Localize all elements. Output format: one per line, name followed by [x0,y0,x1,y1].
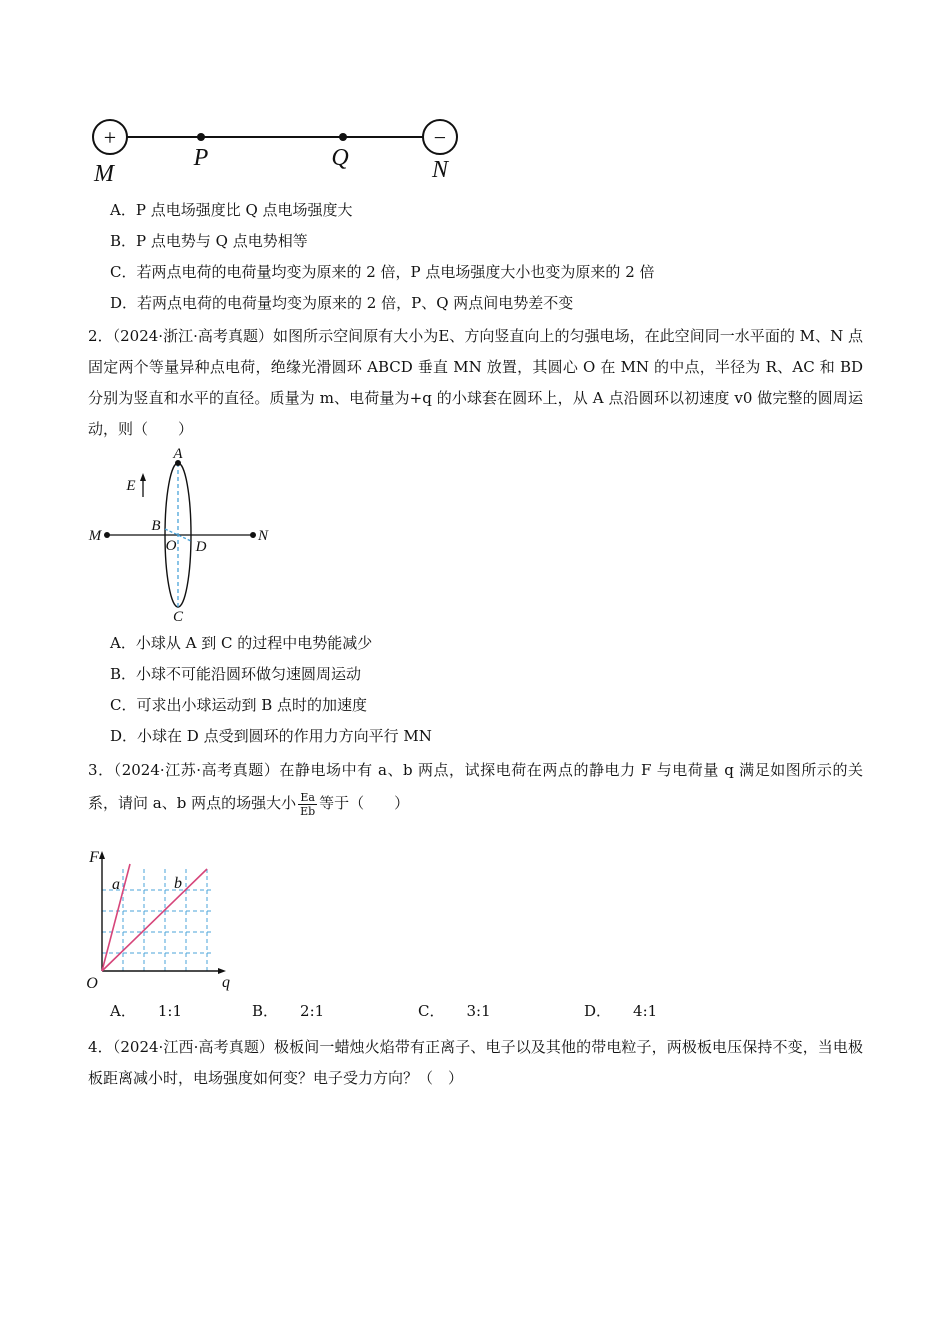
plus-charge-symbol: + [103,125,117,150]
label-n: N [431,157,449,183]
q2-option-b[interactable]: B．小球不可能沿圆环做匀速圆周运动 [110,665,362,683]
graph-line-a-label: a [112,876,120,893]
q2-stem-text: （2024·浙江·高考真题）如图所示空间原有大小为E、方向竖直向上的匀强电场，在此空间同一水平面的 M、N 点固定两个等量异种点电荷，绝缘光滑圆环 ABCD 垂直 MN 放置，其圆心 O 在 MN 的中点，半径为 R、AC 和 BD 分别为竖直和水平的直径。质量为 m、电荷量为+q 的小球套在圆环上，从 A 点沿圆环以初速度 v0 做完整的圆周运动，则（ ） [88,327,863,438]
ring-label-e: E [126,478,136,494]
q2-option-c[interactable]: C．可求出小球运动到 B 点时的加速度 [110,696,368,714]
ring-label-o: O [165,538,177,554]
figure-charges-line [88,115,468,190]
q3-frac-numerator: Ea [298,791,317,805]
label-m: M [94,161,114,187]
q3-number: 3． [88,761,114,779]
q1-option-b[interactable]: B．P 点电势与 Q 点电势相等 [110,232,308,250]
q3-choice-d[interactable] [584,1000,657,1021]
label-q: Q [331,145,349,171]
q3-choice-a[interactable] [110,1000,182,1021]
graph-line-b-label: b [174,875,182,892]
q3-frac-denominator: Eb [300,804,316,818]
q3-choice-d-value: 4:1 [633,1002,658,1020]
graph-y-label: F [89,849,99,866]
q3-choice-c-letter: C． [418,1002,445,1020]
q2-option-a[interactable]: A．小球从 A 到 C 的过程中电势能减少 [110,634,373,652]
ring-label-n: N [257,528,269,544]
q3-choice-c[interactable] [418,1000,491,1021]
q1-option-a[interactable]: A．P 点电场强度比 Q 点电场强度大 [110,201,353,219]
ring-label-a: A [173,446,183,462]
q3-ratio-fraction [298,791,317,818]
graph-origin-label: O [86,975,98,992]
q3-choice-a-letter: A． [110,1002,136,1020]
q2-stem [88,321,863,445]
ring-label-m: M [88,528,102,544]
ring-label-b: B [151,518,161,534]
q3-stem [88,754,863,820]
q2-number: 2． [88,327,113,345]
minus-charge-symbol: − [433,125,447,150]
q4-number: 4． [88,1038,113,1056]
q3-stem-text-1: （2024·江苏·高考真题）在静电场中有 a、b 两点，试探电荷在两点的静电力 F 与电荷量 q 满足如图所示的关系，请问 a、b 两点的场强大小 [88,761,863,812]
q3-choice-b[interactable] [252,1000,324,1021]
q1-option-c[interactable]: C．若两点电荷的电荷量均变为原来的 2 倍，P 点电场强度大小也变为原来的 2 倍 [110,263,655,281]
q3-choice-b-letter: B． [252,1002,279,1020]
ring-label-d: D [195,539,207,555]
q2-option-d[interactable]: D．小球在 D 点受到圆环的作用力方向平行 MN [110,727,432,745]
graph-x-label: q [222,974,230,991]
q3-stem-text-2: 等于（ ） [319,794,410,812]
ring-label-c: C [172,609,184,625]
q4-stem-text: （2024·江西·高考真题）极板间一蜡烛火焰带有正离子、电子以及其他的带电粒子，两极板电压保持不变，当电极板距离减小时，电场强度如何变？电子受力方向？（ ） [88,1038,864,1087]
figure-f-q-graph [80,843,240,993]
q3-choice-c-value: 3:1 [466,1002,491,1020]
q3-choice-a-value: 1:1 [157,1002,182,1020]
q3-choice-d-letter: D． [584,1002,612,1020]
q1-option-d[interactable]: D．若两点电荷的电荷量均变为原来的 2 倍，P、Q 两点间电势差不变 [110,294,574,312]
q3-choice-b-value: 2:1 [300,1002,325,1020]
label-p: P [193,145,209,171]
figure-ring [85,445,285,625]
q4-stem [88,1032,863,1094]
